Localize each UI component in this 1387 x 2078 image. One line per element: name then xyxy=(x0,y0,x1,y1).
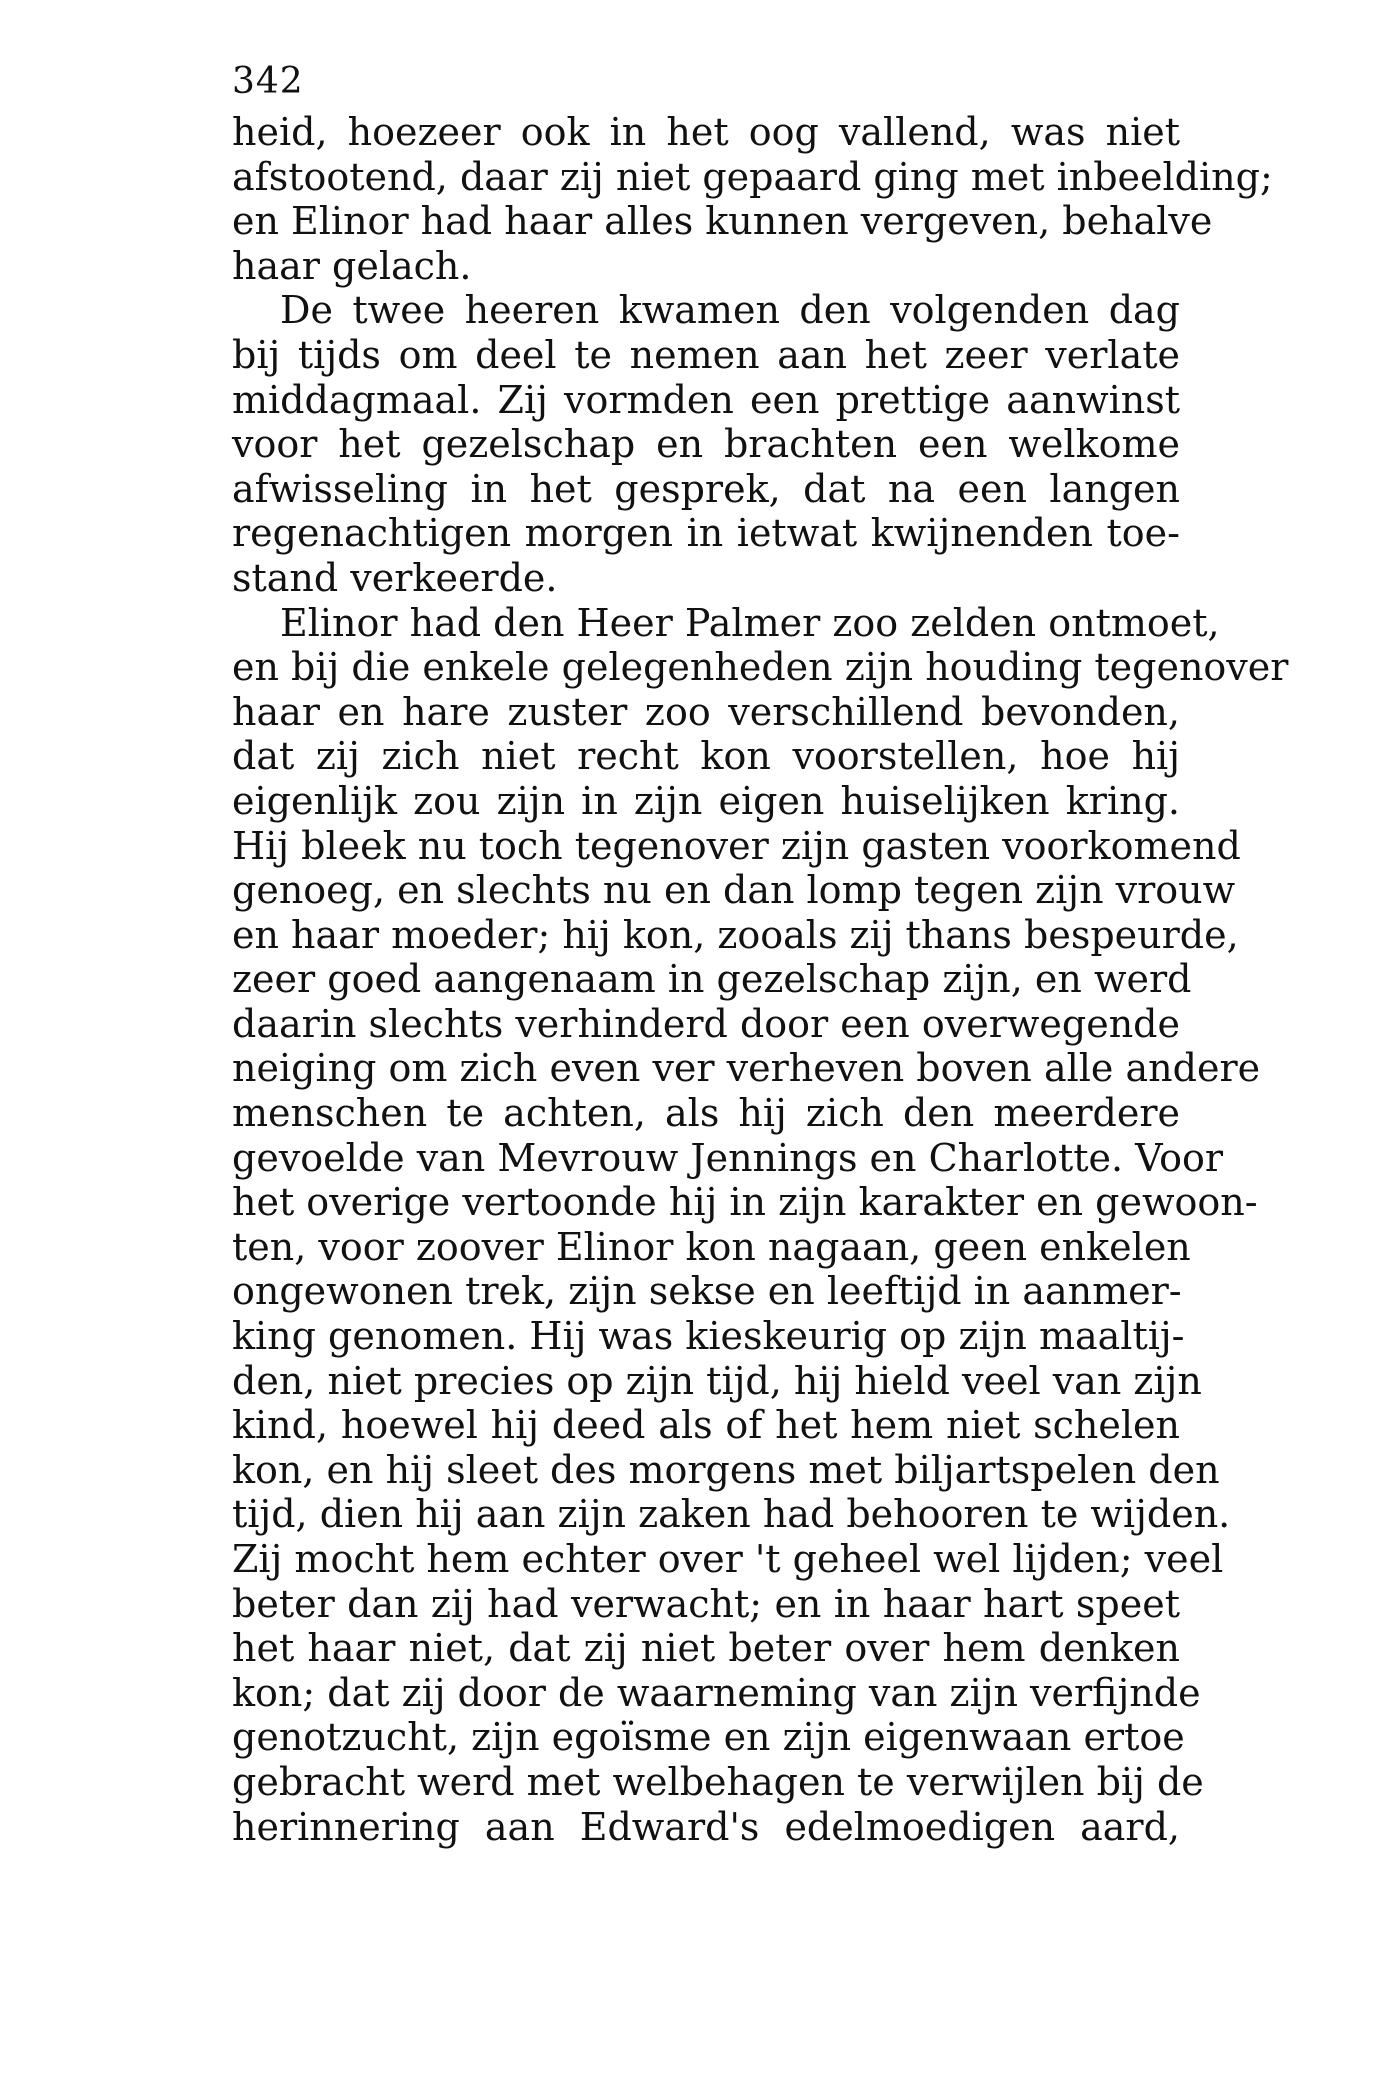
text-line: Elinor had den Heer Palmer zoo zelden ontmoet, xyxy=(280,600,1220,645)
text-line: afwisseling in het gesprek, dat na een langen xyxy=(232,466,1180,511)
text-line: haar en hare zuster zoo verschillend bevonden, xyxy=(232,689,1180,734)
text-line: regenachtigen morgen in ietwat kwijnenden toe- xyxy=(232,511,1180,556)
text-line: den, niet precies op zijn tijd, hij hield veel van zijn xyxy=(232,1358,1202,1403)
text-line: kind, hoewel hij deed als of het hem niet schelen xyxy=(232,1403,1180,1448)
text-line: haar gelach. xyxy=(232,243,472,288)
text-line: afstootend, daar zij niet gepaard ging met inbeelding; xyxy=(232,154,1273,199)
text-line: bij tijds om deel te nemen aan het zeer verlate xyxy=(232,332,1180,377)
text-line: het overige vertoonde hij in zijn karakter en gewoon- xyxy=(232,1180,1258,1225)
text-line: herinnering aan Edward's edelmoedigen aard, xyxy=(232,1804,1180,1849)
text-line: en Elinor had haar alles kunnen vergeven, behalve xyxy=(232,199,1213,244)
text-line: menschen te achten, als hij zich den meerdere xyxy=(232,1091,1180,1136)
text-line: het haar niet, dat zij niet beter over hem denken xyxy=(232,1626,1180,1671)
text-line: De twee heeren kwamen den volgenden dag xyxy=(280,288,1180,333)
text-line: heid, hoezeer ook in het oog vallend, was niet xyxy=(232,110,1180,154)
text-line: kon; dat zij door de waarneming van zijn verfijnde xyxy=(232,1670,1201,1715)
text-line: eigenlijk zou zijn in zijn eigen huiselijken kring. xyxy=(232,778,1180,823)
text-line: voor het gezelschap en brachten een welkome xyxy=(232,422,1180,467)
page-number: 342 xyxy=(232,61,304,102)
text-line: zeer goed aangenaam in gezelschap zijn, en werd xyxy=(232,957,1192,1002)
text-line: gebracht werd met welbehagen te verwijlen bij de xyxy=(232,1759,1204,1804)
text-line: genotzucht, zijn egoïsme en zijn eigenwaan ertoe xyxy=(232,1715,1185,1760)
text-line: ten, voor zoover Elinor kon nagaan, geen enkelen xyxy=(232,1224,1191,1269)
body-text xyxy=(232,110,1289,1849)
text-line: beter dan zij had verwacht; en in haar hart speet xyxy=(232,1581,1180,1626)
text-line: daarin slechts verhinderd door een overwegende xyxy=(232,1001,1180,1046)
text-line: middagmaal. Zij vormden een prettige aanwinst xyxy=(232,377,1180,422)
text-line: king genomen. Hij was kieskeurig op zijn maaltij- xyxy=(232,1314,1185,1359)
text-line: stand verkeerde. xyxy=(232,555,558,600)
text-line: gevoelde van Mevrouw Jennings en Charlotte. Voor xyxy=(232,1135,1224,1180)
text-line: en bij die enkele gelegenheden zijn houding tegenover xyxy=(232,645,1289,690)
text-line: kon, en hij sleet des morgens met biljartspelen den xyxy=(232,1447,1220,1492)
text-line: genoeg, en slechts nu en dan lomp tegen zijn vrouw xyxy=(232,868,1236,913)
text-line: dat zij zich niet recht kon voorstellen, hoe hij xyxy=(232,734,1180,779)
text-line: ongewonen trek, zijn sekse en leeftijd in aanmer- xyxy=(232,1269,1182,1314)
text-line: Zij mocht hem echter over 't geheel wel lijden; veel xyxy=(232,1537,1224,1581)
text-line: en haar moeder; hij kon, zooals zij thans bespeurde, xyxy=(232,912,1239,957)
text-line: neiging om zich even ver verheven boven alle andere xyxy=(232,1046,1261,1091)
text-line: Hij bleek nu toch tegenover zijn gasten voorkomend xyxy=(232,823,1241,868)
text-line: tijd, dien hij aan zijn zaken had behooren te wijden. xyxy=(232,1492,1231,1537)
